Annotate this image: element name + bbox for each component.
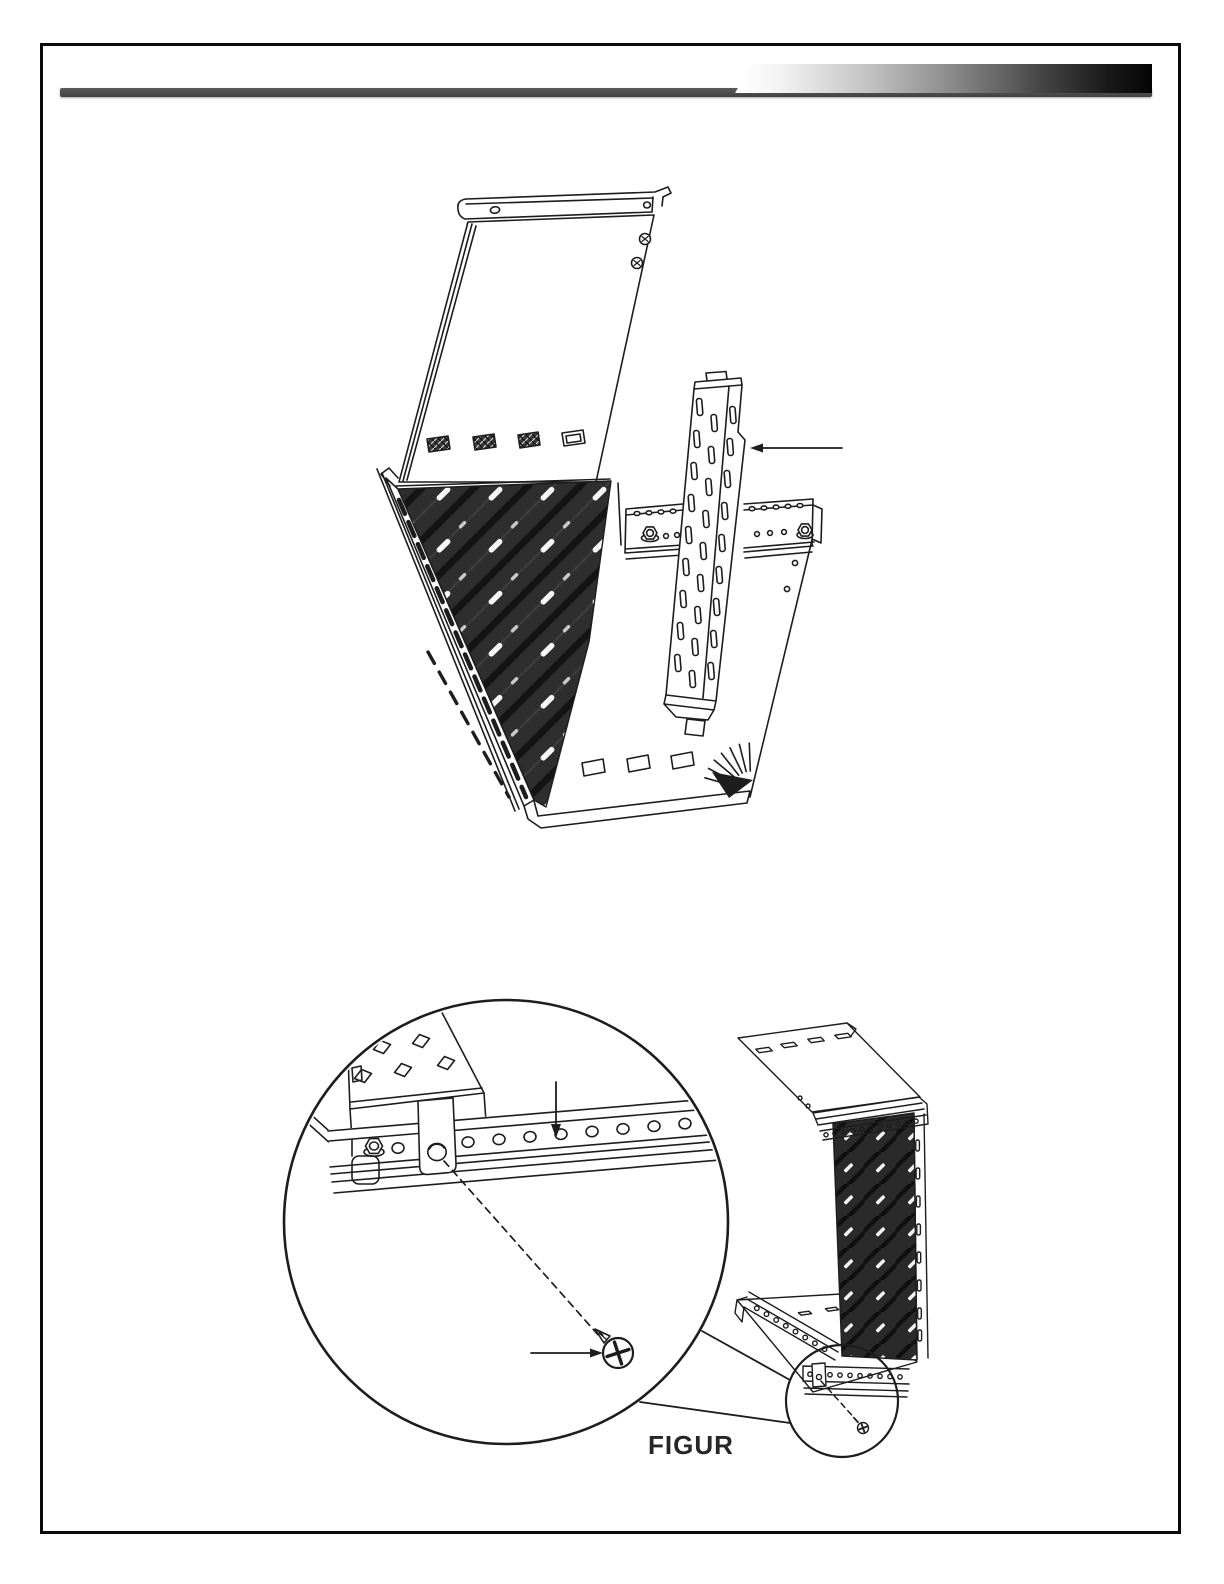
small-screw-icon: [854, 1418, 869, 1434]
magnified-rail-detail: [282, 1000, 733, 1444]
rotate-fan-arrow-icon: [705, 743, 753, 798]
figure-caption: FIGUR: [648, 1430, 734, 1460]
magnifier-circle: [284, 1000, 728, 1444]
side-panel: [399, 215, 654, 482]
exploded-view-illustration: [377, 187, 842, 828]
unit-right-edge-strip: [914, 1114, 928, 1360]
part-pointer-arrow-icon: [750, 444, 842, 453]
small-mesh-panel: [833, 1113, 917, 1360]
slotted-mounting-bracket: [664, 372, 745, 737]
rail-clip-bracket: [418, 1098, 456, 1174]
unit-top-panel: [738, 1023, 920, 1112]
